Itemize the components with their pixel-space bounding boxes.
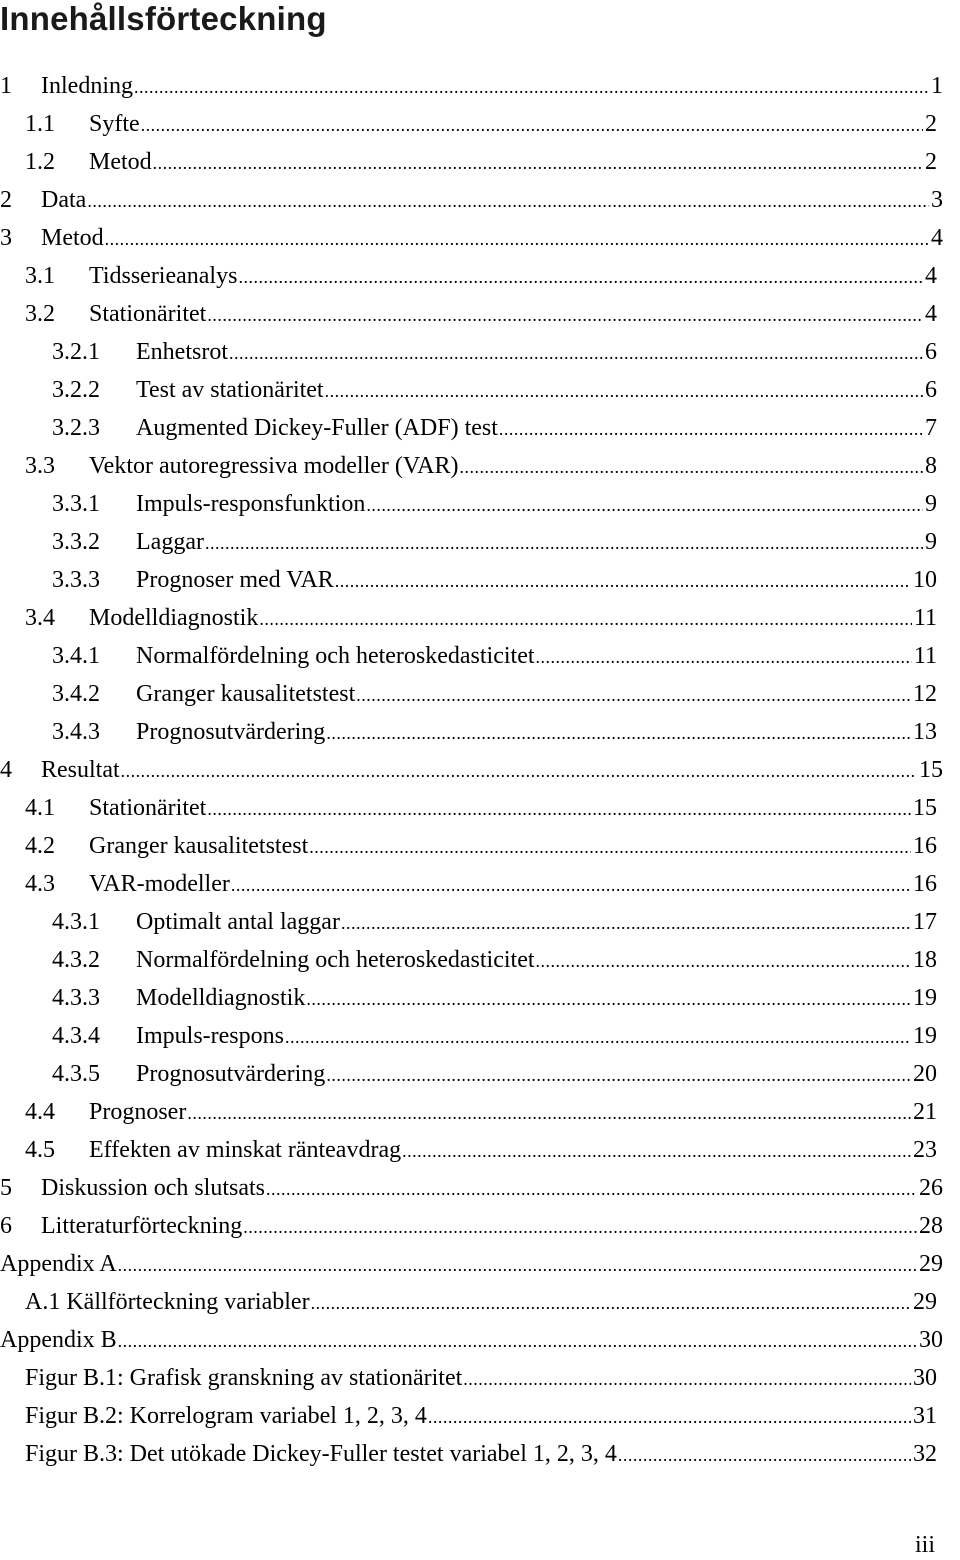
toc-entry[interactable] xyxy=(0,1245,943,1283)
dot-leader xyxy=(459,448,923,486)
toc-entry-page: 31 xyxy=(913,1403,937,1429)
toc-entry[interactable] xyxy=(0,1207,943,1245)
toc-entry-number: 4.2 xyxy=(25,833,55,859)
toc-entry-page: 4 xyxy=(925,263,937,289)
dot-leader xyxy=(229,334,923,372)
dot-leader xyxy=(536,942,911,980)
toc-entry-label: Appendix B xyxy=(0,1327,117,1353)
toc-entry-number: 3.3.1 xyxy=(52,491,100,517)
toc-entry-page: 21 xyxy=(913,1099,937,1125)
toc-entry-page: 11 xyxy=(913,643,937,669)
toc-entry-page: 1 xyxy=(931,73,943,99)
toc-entry-label: Diskussion och slutsats xyxy=(41,1175,266,1201)
dot-leader xyxy=(87,182,929,220)
dot-leader xyxy=(536,638,912,676)
toc-entry[interactable] xyxy=(25,295,937,333)
toc-entry-page: 28 xyxy=(919,1213,943,1239)
toc-entry-page: 17 xyxy=(913,909,937,935)
toc-entry-number: 6 xyxy=(0,1213,12,1239)
toc-entry[interactable] xyxy=(25,143,937,181)
dot-leader xyxy=(366,486,923,524)
toc-entry-label: Enhetsrot xyxy=(136,339,228,365)
toc-entry[interactable] xyxy=(52,979,937,1017)
toc-entry-number: 3.3 xyxy=(25,453,55,479)
toc-entry-label: Litteraturförteckning xyxy=(41,1213,243,1239)
dot-leader xyxy=(187,1094,911,1132)
toc-entry-label: Vektor autoregressiva modeller (VAR) xyxy=(89,453,459,479)
toc-entry[interactable] xyxy=(0,1169,943,1207)
toc-entry-page: 12 xyxy=(913,681,937,707)
toc-entry[interactable] xyxy=(0,67,943,105)
toc-entry-label: Tidsserieanalys xyxy=(89,263,238,289)
toc-entry-number: 1.2 xyxy=(25,149,55,175)
toc-entry-number: 3.1 xyxy=(25,263,55,289)
dot-leader xyxy=(499,410,923,448)
toc-entry-label: Prognoser med VAR xyxy=(136,567,334,593)
dot-leader xyxy=(306,980,911,1018)
toc-entry-page: 7 xyxy=(925,415,937,441)
dot-leader xyxy=(207,296,923,334)
dot-leader xyxy=(341,904,911,942)
toc-entry-page: 9 xyxy=(925,491,937,517)
toc-entry[interactable] xyxy=(25,257,937,295)
toc-entry-label: Modelldiagnostik xyxy=(89,605,259,631)
dot-leader xyxy=(309,828,911,866)
toc-entry-label: Impuls-respons xyxy=(136,1023,284,1049)
toc-entry[interactable] xyxy=(0,181,943,219)
toc-entry[interactable] xyxy=(25,1397,937,1435)
dot-leader xyxy=(243,1208,917,1246)
toc-entry-label: Prognosutvärdering xyxy=(136,719,326,745)
toc-entry-label: Syfte xyxy=(89,111,140,137)
dot-leader xyxy=(325,372,923,410)
toc-entry-page: 15 xyxy=(919,757,943,783)
toc-entry[interactable] xyxy=(25,789,937,827)
toc-entry-page: 29 xyxy=(919,1251,943,1277)
toc-entry-page: 19 xyxy=(913,1023,937,1049)
toc-entry-label: Prognosutvärdering xyxy=(136,1061,326,1087)
toc-entry-page: 2 xyxy=(925,111,937,137)
footer-page-number: iii xyxy=(915,1532,936,1558)
toc-entry-page: 11 xyxy=(913,605,937,631)
toc-entry-number: 3.3.3 xyxy=(52,567,100,593)
toc-entry[interactable] xyxy=(52,903,937,941)
toc-entry-number: 3.3.2 xyxy=(52,529,100,555)
toc-entry-page: 4 xyxy=(931,225,943,251)
dot-leader xyxy=(618,1436,911,1474)
toc-entry-page: 19 xyxy=(913,985,937,1011)
dot-leader xyxy=(463,1360,911,1398)
toc-entry-number: 4.3.3 xyxy=(52,985,100,1011)
toc-entry-page: 6 xyxy=(925,377,937,403)
toc-entry-label: Augmented Dickey-Fuller (ADF) test xyxy=(136,415,498,441)
toc-entry-number: 5 xyxy=(0,1175,12,1201)
toc-entry-page: 9 xyxy=(925,529,937,555)
toc-entry-number: 3.4 xyxy=(25,605,55,631)
toc-entry[interactable] xyxy=(25,1131,937,1169)
toc-entry-page: 32 xyxy=(913,1441,937,1467)
toc-entry-number: 3.2.3 xyxy=(52,415,100,441)
toc-entry-label: Data xyxy=(41,187,87,213)
toc-entry-label: Prognoser xyxy=(89,1099,187,1125)
toc-entry-label: A.1 Källförteckning variabler xyxy=(25,1289,310,1315)
toc-entry-label: Stationäritet xyxy=(89,301,207,327)
dot-leader xyxy=(259,600,912,638)
toc-entry-number: 4.3.4 xyxy=(52,1023,100,1049)
toc-entry[interactable] xyxy=(52,333,937,371)
toc-entry-label: Modelldiagnostik xyxy=(136,985,306,1011)
toc-entry[interactable] xyxy=(25,599,937,637)
dot-leader xyxy=(141,106,923,144)
toc-entry-label: Metod xyxy=(41,225,104,251)
toc-entry-page: 30 xyxy=(913,1365,937,1391)
toc-entry-number: 4.3.5 xyxy=(52,1061,100,1087)
toc-entry-label: Figur B.2: Korrelogram variabel 1, 2, 3, 4 xyxy=(25,1403,427,1429)
dot-leader xyxy=(326,1056,911,1094)
toc-entry[interactable] xyxy=(52,1055,937,1093)
dot-leader xyxy=(428,1398,911,1436)
dot-leader xyxy=(134,68,929,106)
toc-entry-page: 13 xyxy=(913,719,937,745)
dot-leader xyxy=(311,1284,911,1322)
toc-entry-label: Figur B.1: Grafisk granskning av stationäritet xyxy=(25,1365,463,1391)
toc-entry-label: Test av stationäritet xyxy=(136,377,324,403)
toc-entry-label: Impuls-responsfunktion xyxy=(136,491,366,517)
dot-leader xyxy=(402,1132,911,1170)
dot-leader xyxy=(121,752,917,790)
dot-leader xyxy=(118,1246,917,1284)
toc-entry-page: 16 xyxy=(913,871,937,897)
toc-entry-number: 4.3.2 xyxy=(52,947,100,973)
toc-entry[interactable] xyxy=(25,447,937,485)
toc-entry-label: Optimalt antal laggar xyxy=(136,909,340,935)
dot-leader xyxy=(266,1170,917,1208)
toc-entry-label: Resultat xyxy=(41,757,120,783)
toc-entry-number: 2 xyxy=(0,187,12,213)
toc-entry[interactable] xyxy=(52,409,937,447)
toc-entry-page: 6 xyxy=(925,339,937,365)
toc-entry[interactable] xyxy=(52,371,937,409)
toc-entry[interactable] xyxy=(52,713,937,751)
toc-entry-number: 3.2.1 xyxy=(52,339,100,365)
dot-leader xyxy=(205,524,923,562)
toc-entry-number: 1.1 xyxy=(25,111,55,137)
toc-entry[interactable] xyxy=(52,485,937,523)
toc-entry-label: Metod xyxy=(89,149,152,175)
toc-entry-number: 3.2.2 xyxy=(52,377,100,403)
toc-entry-number: 4.3 xyxy=(25,871,55,897)
toc-entry[interactable] xyxy=(52,637,937,675)
toc-entry-page: 10 xyxy=(913,567,937,593)
toc-entry-page: 8 xyxy=(925,453,937,479)
toc-entry-label: Normalfördelning och heteroskedasticitet xyxy=(136,643,535,669)
dot-leader xyxy=(356,676,911,714)
toc-entry-number: 4 xyxy=(0,757,12,783)
toc-entry[interactable] xyxy=(52,941,937,979)
toc-entry-page: 30 xyxy=(919,1327,943,1353)
toc-entry-page: 18 xyxy=(913,947,937,973)
toc-entry-label: Effekten av minskat ränteavdrag xyxy=(89,1137,402,1163)
toc-entry[interactable] xyxy=(52,523,937,561)
toc-entry[interactable] xyxy=(25,1283,937,1321)
toc-entry[interactable] xyxy=(25,865,937,903)
toc-entry-page: 16 xyxy=(913,833,937,859)
toc-entry[interactable] xyxy=(25,1093,937,1131)
dot-leader xyxy=(207,790,911,828)
toc-entry[interactable] xyxy=(0,219,943,257)
toc-entry-label: Granger kausalitetstest xyxy=(136,681,356,707)
toc-entry-page: 29 xyxy=(913,1289,937,1315)
toc-entry[interactable] xyxy=(0,1321,943,1359)
toc-entry-number: 3.4.2 xyxy=(52,681,100,707)
toc-entry-label: Appendix A xyxy=(0,1251,117,1277)
dot-leader xyxy=(231,866,911,904)
toc-entry-number: 3.4.3 xyxy=(52,719,100,745)
dot-leader xyxy=(153,144,923,182)
toc-entry-number: 3 xyxy=(0,225,12,251)
toc-entry[interactable] xyxy=(25,105,937,143)
toc-entry-page: 4 xyxy=(925,301,937,327)
toc-entry-page: 15 xyxy=(913,795,937,821)
toc-entry-label: Laggar xyxy=(136,529,204,555)
toc-entry-label: Normalfördelning och heteroskedasticitet xyxy=(136,947,535,973)
toc-entry-number: 3.2 xyxy=(25,301,55,327)
toc-entry-number: 4.3.1 xyxy=(52,909,100,935)
toc-entry-label: Figur B.3: Det utökade Dickey-Fuller testet variabel 1, 2, 3, 4 xyxy=(25,1441,617,1467)
dot-leader xyxy=(238,258,923,296)
toc-entry-number: 4.1 xyxy=(25,795,55,821)
dot-leader xyxy=(326,714,911,752)
toc-entry[interactable] xyxy=(25,1435,937,1473)
toc-entry-page: 3 xyxy=(931,187,943,213)
page-title: Innehållsförteckning xyxy=(0,0,327,37)
toc-entry[interactable] xyxy=(25,1359,937,1397)
toc-entry[interactable] xyxy=(52,675,937,713)
toc-entry-number: 1 xyxy=(0,73,12,99)
toc-entry-label: VAR-modeller xyxy=(89,871,230,897)
dot-leader xyxy=(285,1018,911,1056)
toc-entry-page: 20 xyxy=(913,1061,937,1087)
toc-entry-number: 4.4 xyxy=(25,1099,55,1125)
dot-leader xyxy=(335,562,911,600)
toc-entry-label: Granger kausalitetstest xyxy=(89,833,309,859)
toc-entry-page: 23 xyxy=(913,1137,937,1163)
toc-entry[interactable] xyxy=(0,751,943,789)
dot-leader xyxy=(105,220,929,258)
toc-entry-label: Stationäritet xyxy=(89,795,207,821)
toc-entry-page: 26 xyxy=(919,1175,943,1201)
toc-entry[interactable] xyxy=(52,1017,937,1055)
toc-entry-number: 3.4.1 xyxy=(52,643,100,669)
toc-entry-label: Inledning xyxy=(41,73,133,99)
toc-entry[interactable] xyxy=(25,827,937,865)
toc-entry-page: 2 xyxy=(925,149,937,175)
dot-leader xyxy=(118,1322,917,1360)
toc-entry-number: 4.5 xyxy=(25,1137,55,1163)
toc-entry[interactable] xyxy=(52,561,937,599)
